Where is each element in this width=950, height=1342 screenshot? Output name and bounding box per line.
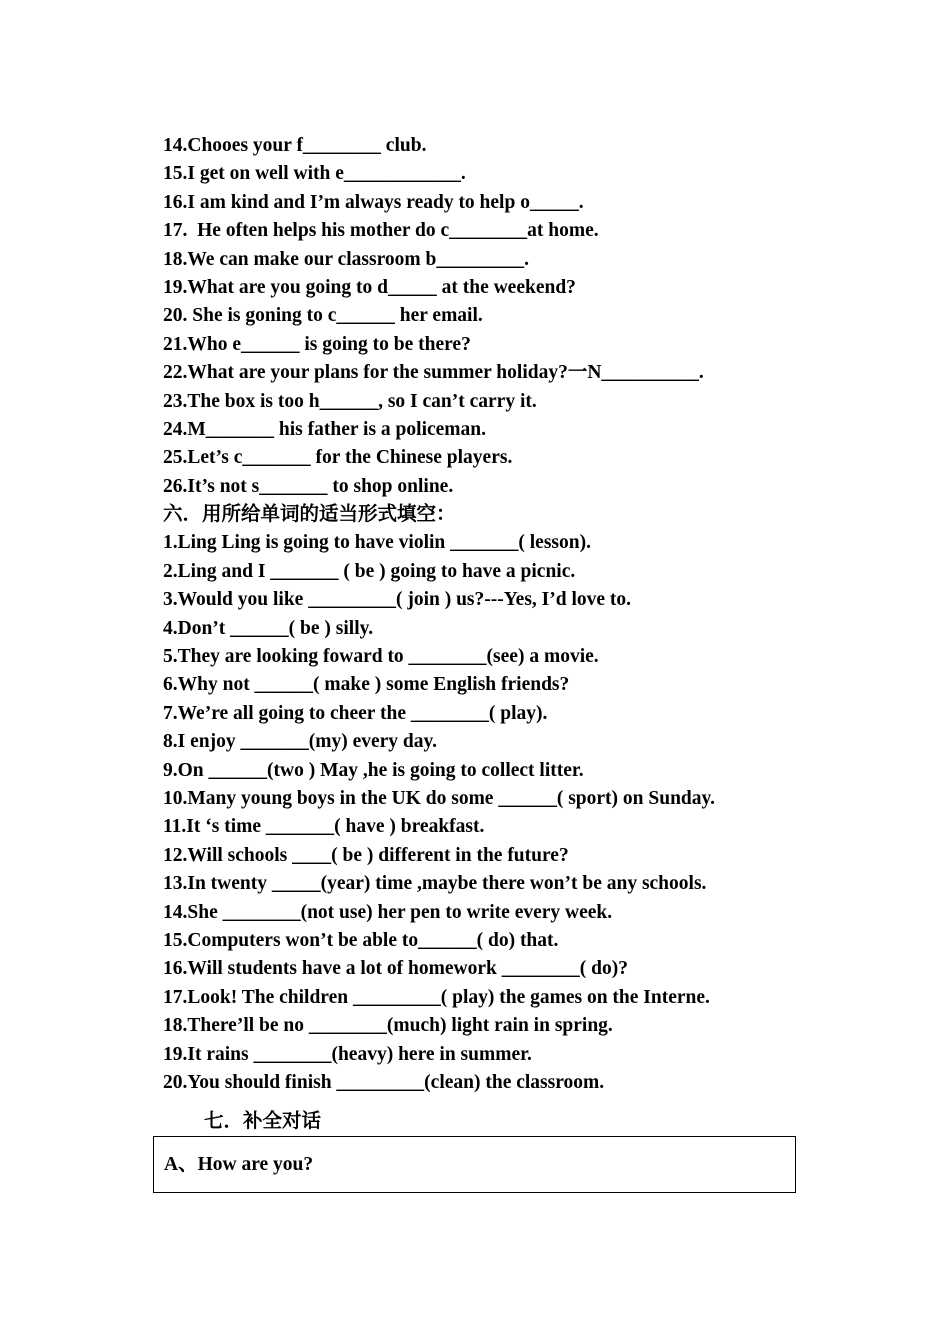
exercise-item: 1.Ling Ling is going to have violin _______( lesson). xyxy=(163,532,591,554)
exercise-item: 8.I enjoy _______(my) every day. xyxy=(163,731,438,753)
exercise-item: 19.It rains ________(heavy) here in summer. xyxy=(163,1043,532,1065)
exercise-item: 23.The box is too h______, so I can’t carry it. xyxy=(163,390,537,412)
exercise-item: 9.On ______(two ) May ,he is going to collect litter. xyxy=(163,759,584,781)
exercise-item: 19.What are you going to d_____ at the weekend? xyxy=(163,276,576,298)
exercise-list xyxy=(163,132,863,1097)
exercise-item: 3.Would you like _________( join ) us?---Yes, I’d love to. xyxy=(163,589,632,611)
exercise-item: 11.It ‘s time _______( have ) breakfast. xyxy=(163,816,485,838)
exercise-item: 20.You should finish _________(clean) the classroom. xyxy=(163,1071,605,1093)
exercise-item: 4.Don’t ______( be ) silly. xyxy=(163,617,374,639)
section-7-heading: 七．补全对话 xyxy=(204,1111,322,1132)
exercise-item: 10.Many young boys in the UK do some ______( sport) on Sunday. xyxy=(163,787,716,809)
dialog-box xyxy=(153,1136,796,1193)
section-6-heading: 六．用所给单词的适当形式填空： xyxy=(163,504,456,526)
exercise-item: 14.Chooes your f________ club. xyxy=(163,135,427,156)
exercise-item: 6.Why not ______( make ) some English friends? xyxy=(163,674,570,696)
exercise-item: 22.What are your plans for the summer holiday?一N__________. xyxy=(163,362,704,384)
exercise-item: 17. He often helps his mother do c________at home. xyxy=(163,220,599,242)
exercise-item: 17.Look! The children _________( play) the games on the Interne. xyxy=(163,986,710,1008)
exercise-item: 15.Computers won’t be able to______( do) that. xyxy=(163,929,559,951)
exercise-item: 25.Let’s c_______ for the Chinese players. xyxy=(163,447,513,469)
exercise-item: 26.It’s not s_______ to shop online. xyxy=(163,475,454,497)
exercise-item: 21.Who e______ is going to be there? xyxy=(163,333,471,355)
exercise-item: 2.Ling and I _______ ( be ) going to have a picnic. xyxy=(163,560,576,582)
exercise-item: 16.I am kind and I’m always ready to help o_____. xyxy=(163,191,584,213)
exercise-item: 24.M_______ his father is a policeman. xyxy=(163,418,487,440)
exercise-item: 13.In twenty _____(year) time ,maybe there won’t be any schools. xyxy=(163,873,707,895)
dialog-line: A、How are you? xyxy=(164,1154,314,1175)
exercise-item: 16.Will students have a lot of homework ________( do)? xyxy=(163,958,628,980)
exercise-item: 20. She is goning to c______ her email. xyxy=(163,305,483,327)
exercise-item: 5.They are looking foward to ________(see) a movie. xyxy=(163,646,599,668)
exercise-item: 7.We’re all going to cheer the ________( play). xyxy=(163,702,548,724)
exercise-item: 12.Will schools ____( be ) different in the future? xyxy=(163,844,569,866)
exercise-item: 18.We can make our classroom b_________. xyxy=(163,248,529,270)
exercise-item: 18.There’ll be no ________(much) light rain in spring. xyxy=(163,1015,613,1037)
exercise-item: 15.I get on well with e____________. xyxy=(163,163,466,185)
exercise-item: 14.She ________(not use) her pen to write every week. xyxy=(163,901,613,923)
